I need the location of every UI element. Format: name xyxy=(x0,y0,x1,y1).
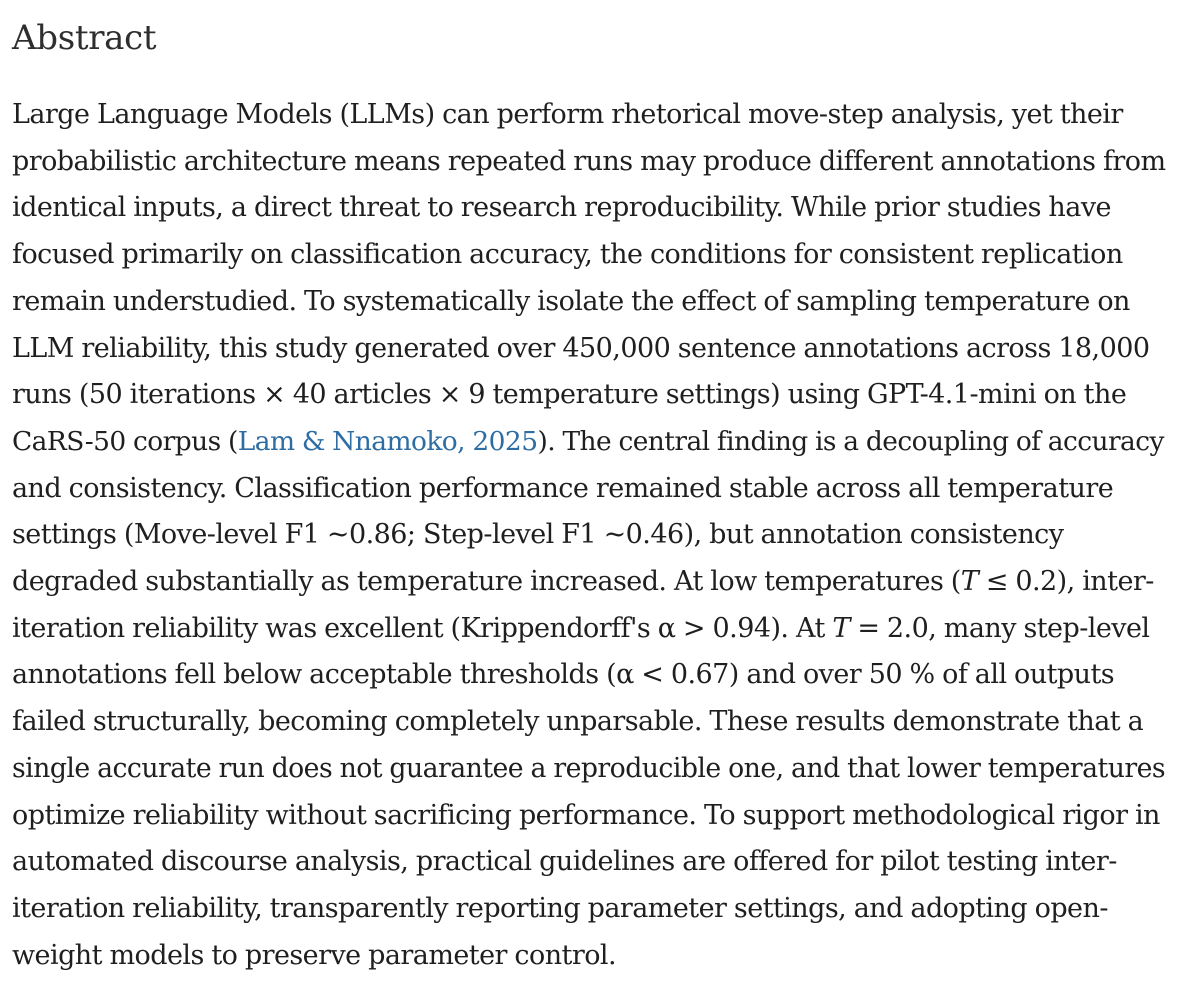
abstract-text-fragment: ). The central finding is a decoupling of accuracy xyxy=(537,425,1164,457)
temperature-variable: T xyxy=(832,612,850,644)
abstract-line: Large Language Models (LLMs) can perform rhetorical move-step analysis, yet their xyxy=(12,99,1123,130)
abstract-line: single accurate run does not guarantee a reproducible one, and that lower temperatures xyxy=(12,752,1166,784)
abstract-line: runs (50 iterations × 40 articles × 9 temperature settings) using GPT-4.1-mini on the xyxy=(12,379,1127,411)
temperature-variable: T xyxy=(960,566,979,598)
abstract-section xyxy=(12,0,1172,979)
section-heading: Abstract xyxy=(12,18,157,58)
abstract-text-fragment: ≤ 0.2), inter- xyxy=(978,566,1154,598)
abstract-paragraph xyxy=(12,92,1172,979)
citation-link[interactable]: Lam & Nnamoko, 2025 xyxy=(237,425,538,457)
abstract-line: automated discourse analysis, practical guidelines are offered for pilot testing inter- xyxy=(12,846,1117,878)
abstract-text-fragment: CaRS-50 corpus ( xyxy=(12,425,238,457)
abstract-line: probabilistic architecture means repeated runs may produce different annotations from xyxy=(12,145,1166,177)
abstract-line: focused primarily on classification accuracy, the conditions for consistent replication xyxy=(12,239,1123,271)
abstract-text-fragment: = 2.0, many step-level xyxy=(849,612,1150,644)
abstract-line: LLM reliability, this study generated over 450,000 sentence annotations across 18,000 xyxy=(12,332,1150,364)
abstract-line: remain understudied. To systematically isolate the effect of sampling temperature on xyxy=(12,285,1130,317)
abstract-line-with-citation xyxy=(12,419,1172,466)
abstract-line: weight models to preserve parameter control. xyxy=(12,939,617,971)
abstract-line xyxy=(12,606,1172,653)
abstract-line: identical inputs, a direct threat to research reproducibility. While prior studies have xyxy=(12,192,1111,224)
abstract-line: and consistency. Classification performance remained stable across all temperature xyxy=(12,472,1114,504)
abstract-line: iteration reliability, transparently reporting parameter settings, and adopting open- xyxy=(12,892,1108,924)
abstract-text-fragment: degraded substantially as temperature increased. At low temperatures ( xyxy=(12,566,961,598)
abstract-line xyxy=(12,559,1172,606)
abstract-text-fragment: iteration reliability was excellent (Krippendorff's α > 0.94). At xyxy=(12,612,833,644)
abstract-line: settings (Move-level F1 ~0.86; Step-level F1 ~0.46), but annotation consistency xyxy=(12,519,1064,551)
abstract-line: annotations fell below acceptable thresholds (α < 0.67) and over 50 % of all outputs xyxy=(12,659,1115,691)
abstract-line: failed structurally, becoming completely unparsable. These results demonstrate that a xyxy=(12,706,1144,738)
abstract-line: optimize reliability without sacrificing performance. To support methodological rigor in xyxy=(12,799,1160,831)
